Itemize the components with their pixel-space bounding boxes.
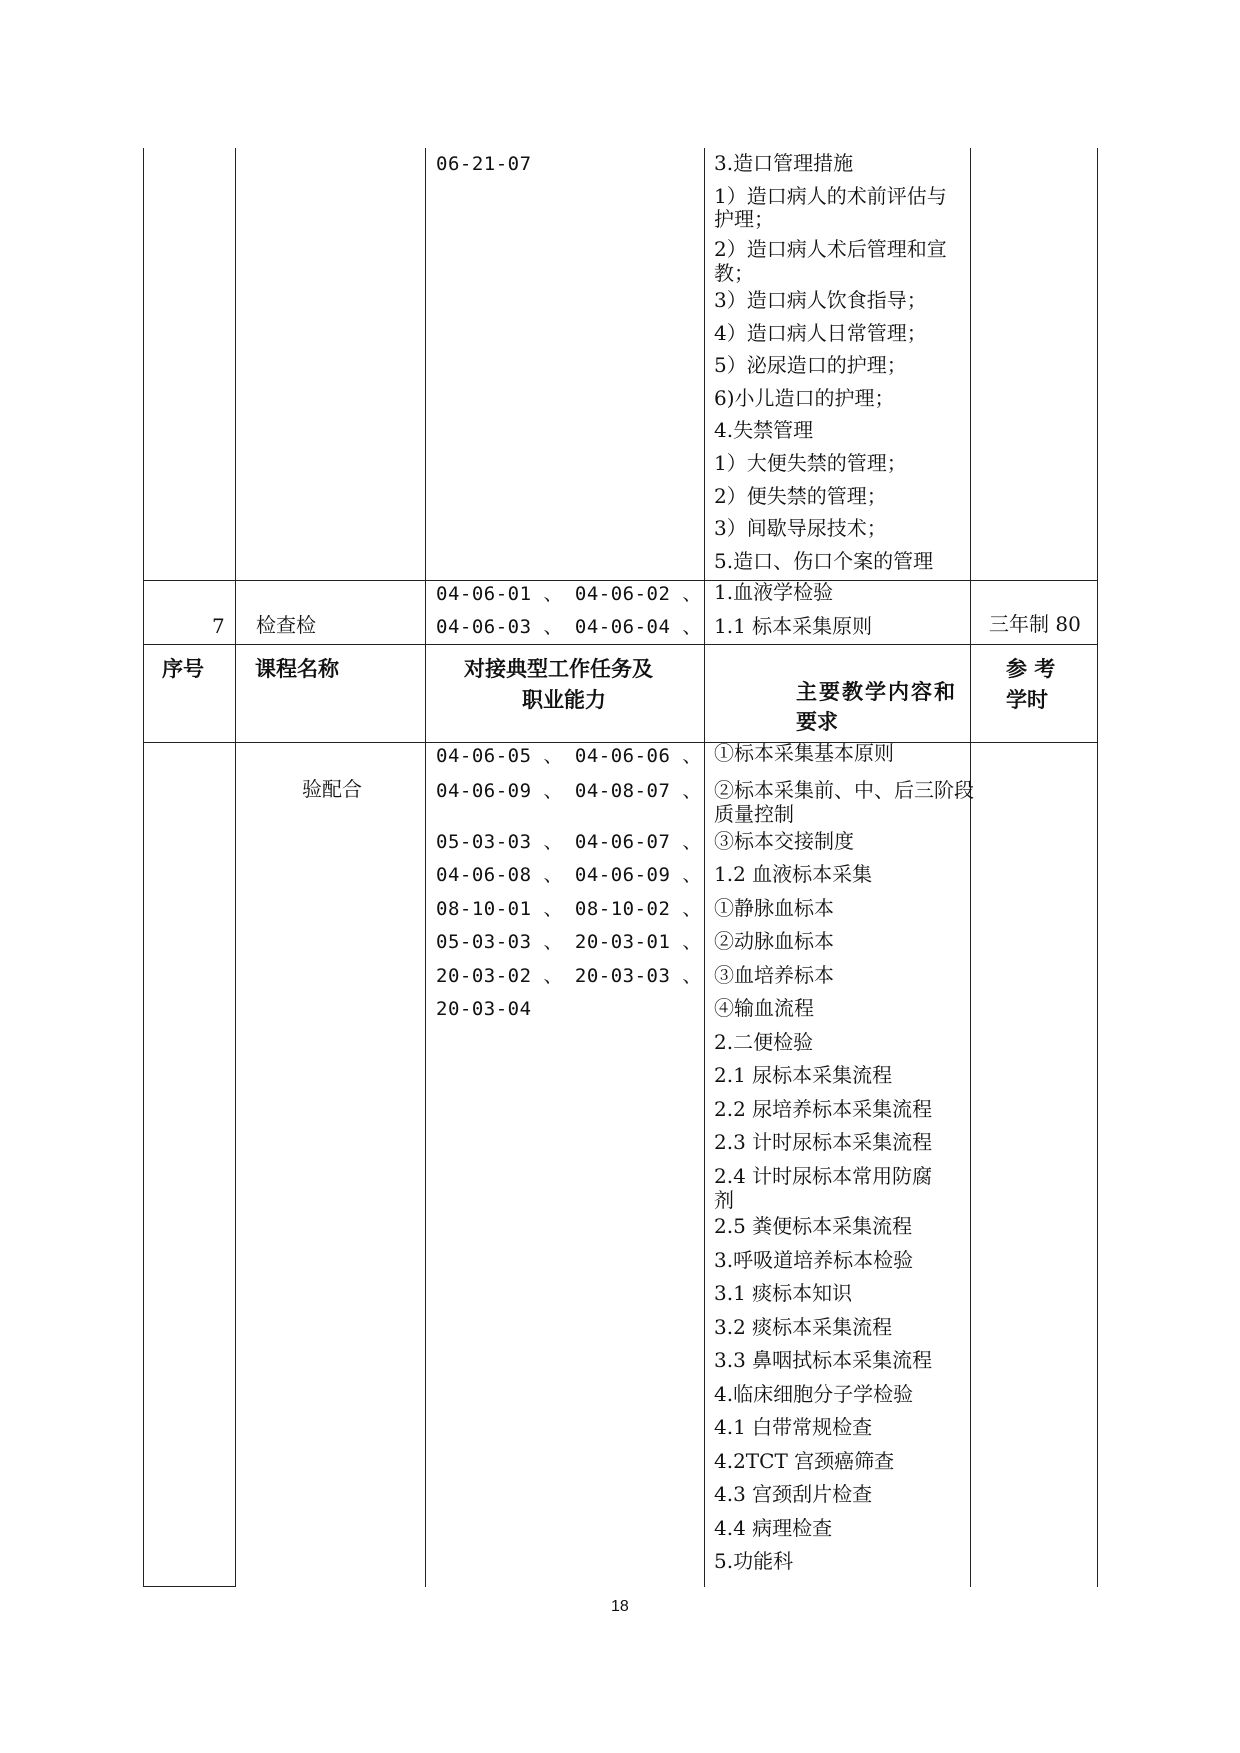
task-code: 05-03-03 、 04-06-07 、 <box>436 831 702 853</box>
header-hours: 参 考 <box>1006 657 1056 681</box>
content-line: 2）造口病人术后管理和宣 <box>714 237 947 261</box>
content-line: 3.1 痰标本知识 <box>714 1281 853 1305</box>
task-code: 04-06-09 、 04-08-07 、 <box>436 780 702 802</box>
header-content: 主要教学内容和 <box>796 680 957 704</box>
col-border-2 <box>235 644 236 1587</box>
task-code: 06-21-07 <box>436 153 532 175</box>
content-line: 1.2 血液标本采集 <box>714 862 873 886</box>
page-number: 18 <box>611 1598 629 1615</box>
content-line: ②标本采集前、中、后三阶段 <box>714 778 974 802</box>
course-name: 验配合 <box>302 777 362 801</box>
task-code: 04-06-01 、 04-06-02 、 <box>436 583 702 605</box>
reference-hours: 三年制 80 <box>989 612 1081 636</box>
content-line: 3.造口管理措施 <box>714 151 854 175</box>
col-border-right <box>1097 148 1098 644</box>
content-line: 2.二便检验 <box>714 1030 814 1054</box>
col-border-5 <box>970 148 971 644</box>
course-name: 检查检 <box>256 613 316 637</box>
content-line: 剂 <box>714 1188 734 1212</box>
header-content: 要求 <box>796 710 838 734</box>
content-line: ④输血流程 <box>714 996 814 1020</box>
col-border-left <box>143 644 144 1587</box>
content-line: 1.1 标本采集原则 <box>714 614 873 638</box>
content-line: 2.4 计时尿标本常用防腐 <box>714 1164 933 1188</box>
header-top-border <box>143 644 1098 645</box>
col-border-left <box>143 148 144 644</box>
content-line: ①标本采集基本原则 <box>714 741 894 765</box>
col-border-2 <box>235 148 236 644</box>
table-bottom-border <box>143 1586 236 1587</box>
content-line: 2.2 尿培养标本采集流程 <box>714 1097 933 1121</box>
content-line: 4.3 宫颈刮片检查 <box>714 1482 873 1506</box>
content-line: 2.5 粪便标本采集流程 <box>714 1214 913 1238</box>
header-task: 职业能力 <box>522 688 606 712</box>
content-line: 4.2TCT 宫颈癌筛查 <box>714 1449 895 1473</box>
content-line: 5.造口、伤口个案的管理 <box>714 549 934 573</box>
task-code: 05-03-03 、 20-03-01 、 <box>436 931 702 953</box>
header-course: 课程名称 <box>255 657 339 681</box>
header-bottom-border <box>143 742 1098 743</box>
content-line: 3.2 痰标本采集流程 <box>714 1315 893 1339</box>
task-code: 20-03-04 <box>436 998 532 1020</box>
task-code: 04-06-05 、 04-06-06 、 <box>436 745 702 767</box>
content-line: ②动脉血标本 <box>714 929 834 953</box>
col-border-right <box>1097 644 1098 1587</box>
content-line: 5）泌尿造口的护理； <box>714 353 907 377</box>
content-line: 教； <box>714 261 754 285</box>
content-line: 3）间歇导尿技术； <box>714 516 887 540</box>
task-code: 08-10-01 、 08-10-02 、 <box>436 898 702 920</box>
content-line: 2）便失禁的管理； <box>714 484 887 508</box>
content-line: ③标本交接制度 <box>714 829 854 853</box>
content-line: 4.失禁管理 <box>714 418 814 442</box>
content-line: 3.3 鼻咽拭标本采集流程 <box>714 1348 933 1372</box>
content-line: ③血培养标本 <box>714 963 834 987</box>
content-line: 3.呼吸道培养标本检验 <box>714 1248 914 1272</box>
header-hours: 学时 <box>1006 688 1048 712</box>
col-border-3 <box>425 644 426 1587</box>
content-line: 1）造口病人的术前评估与 <box>714 184 947 208</box>
content-line: 质量控制 <box>714 802 794 826</box>
content-line: 2.1 尿标本采集流程 <box>714 1063 893 1087</box>
content-line: ①静脉血标本 <box>714 896 834 920</box>
row-border <box>143 580 1098 581</box>
row-number: 7 <box>212 614 225 638</box>
content-line: 4.1 白带常规检查 <box>714 1415 873 1439</box>
content-line: 5.功能科 <box>714 1549 794 1573</box>
col-border-4 <box>704 644 705 1587</box>
task-code: 20-03-02 、 20-03-03 、 <box>436 965 702 987</box>
content-line: 4.4 病理检查 <box>714 1516 833 1540</box>
col-border-4 <box>704 148 705 644</box>
header-task: 对接典型工作任务及 <box>464 657 653 681</box>
content-line: 2.3 计时尿标本采集流程 <box>714 1130 933 1154</box>
content-line: 3）造口病人饮食指导； <box>714 288 927 312</box>
content-line: 6)小儿造口的护理； <box>714 386 895 410</box>
col-border-3 <box>425 148 426 644</box>
content-line: 护理； <box>714 207 774 231</box>
content-line: 1）大便失禁的管理； <box>714 451 907 475</box>
task-code: 04-06-08 、 04-06-09 、 <box>436 864 702 886</box>
content-line: 4.临床细胞分子学检验 <box>714 1382 914 1406</box>
content-line: 1.血液学检验 <box>714 580 834 604</box>
content-line: 4）造口病人日常管理； <box>714 321 927 345</box>
task-code: 04-06-03 、 04-06-04 、 <box>436 616 702 638</box>
header-seq: 序号 <box>162 657 204 681</box>
